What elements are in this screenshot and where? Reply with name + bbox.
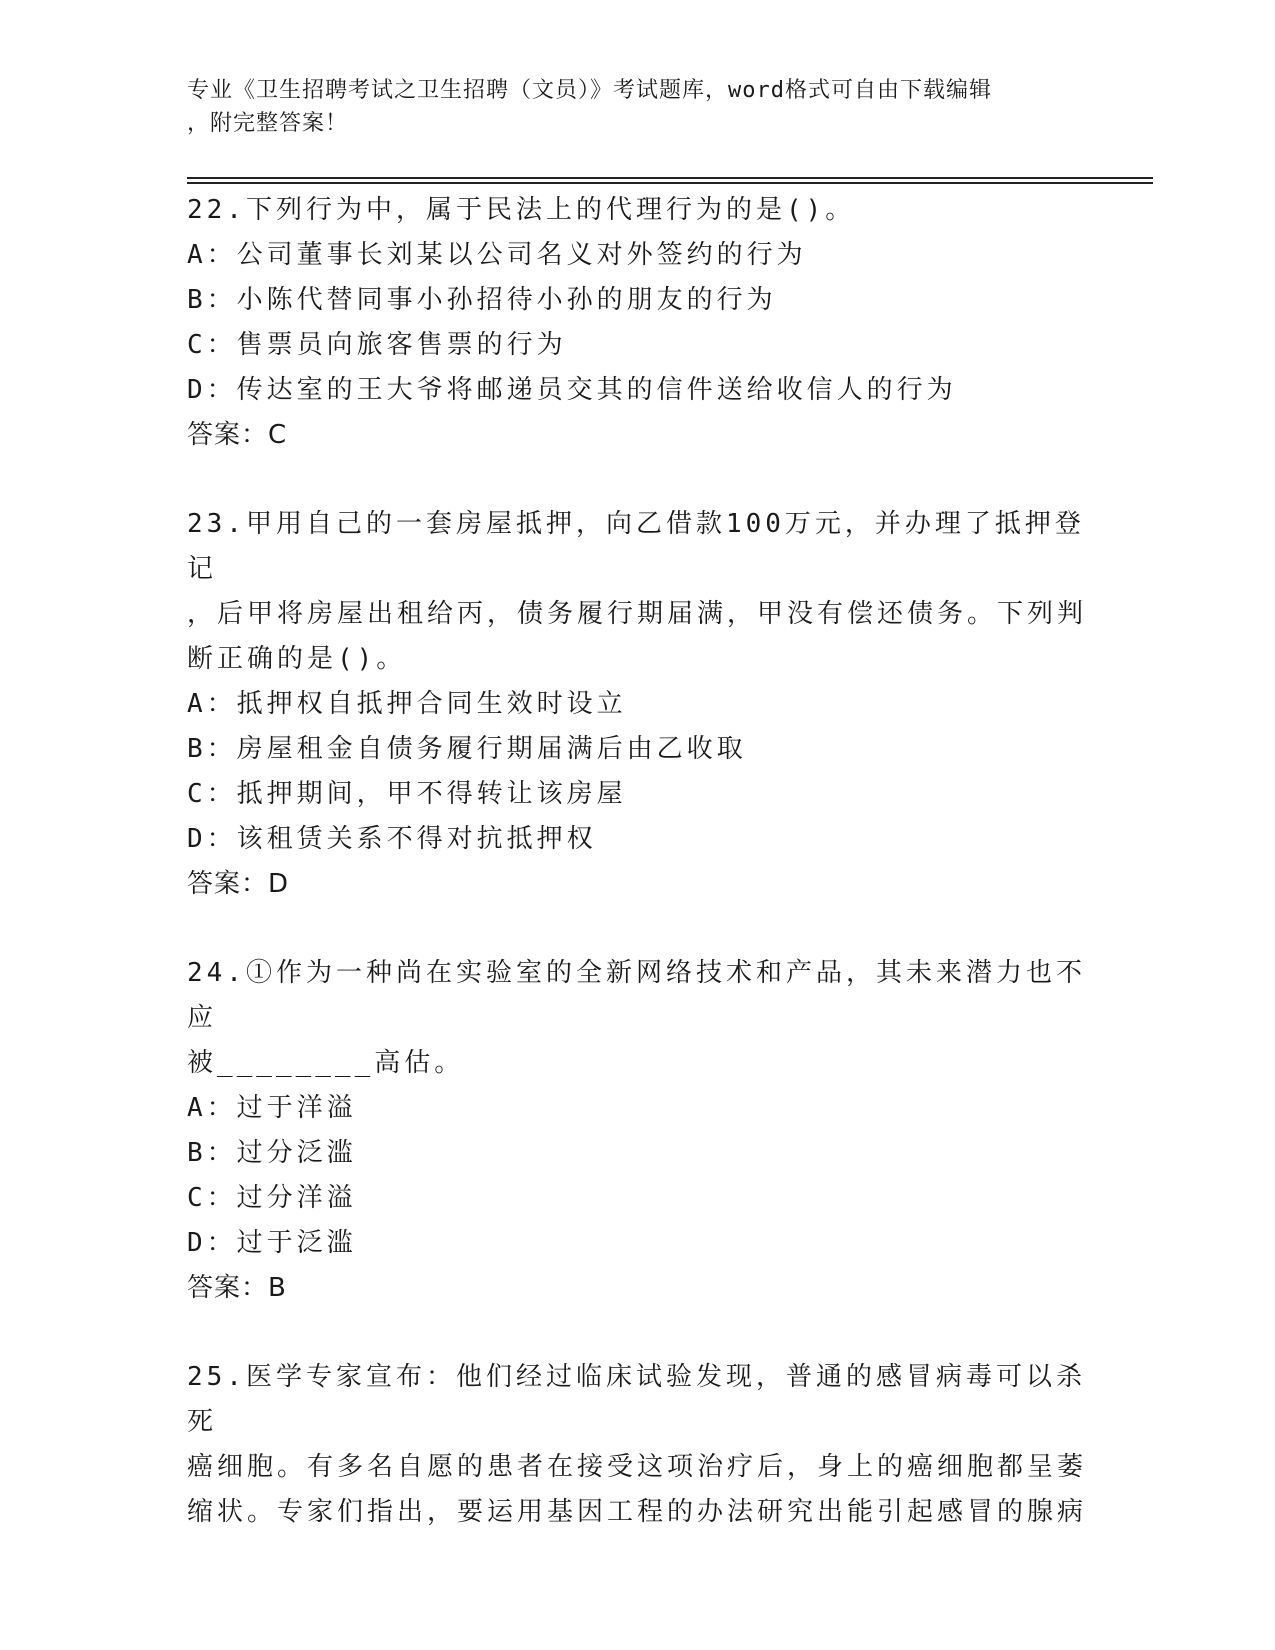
option-d: D：传达室的王大爷将邮递员交其的信件送给收信人的行为 [187, 375, 957, 405]
question-text-line-2: 被________高估。 [187, 1048, 465, 1078]
question-list [187, 188, 1087, 1579]
header-line-1: 专业《卫生招聘考试之卫生招聘（文员）》考试题库，word格式可自由下载编辑 [187, 78, 992, 103]
option-d: D：过于泛滥 [187, 1228, 357, 1258]
question-22 [187, 188, 1087, 458]
question-text-line-1: 23.甲用自己的一套房屋抵押，向乙借款100万元，并办理了抵押登记 [187, 509, 1085, 584]
answer-line: 答案：D [187, 869, 290, 899]
option-a: A：抵押权自抵押合同生效时设立 [187, 689, 627, 719]
question-text-line-1: 25.医学专家宣布：他们经过临床试验发现，普通的感冒病毒可以杀死 [187, 1362, 1086, 1437]
option-d: D：该租赁关系不得对抗抵押权 [187, 824, 597, 854]
question-text-line-3: 缩状。专家们指出，要运用基因工程的办法研究出能引起感冒的腺病 [187, 1497, 1088, 1527]
option-b: B：小陈代替同事小孙招待小孙的朋友的行为 [187, 285, 777, 315]
question-text-line-3: 断正确的是()。 [187, 644, 407, 674]
question-23 [187, 502, 1087, 907]
option-c: C：抵押期间，甲不得转让该房屋 [187, 779, 627, 809]
option-c: C：售票员向旅客售票的行为 [187, 330, 567, 360]
header-divider-bottom [187, 182, 1153, 184]
document-header [187, 74, 1067, 140]
header-line-2: ，附完整答案！ [187, 111, 349, 136]
option-a: A：公司董事长刘某以公司名义对外签约的行为 [187, 240, 807, 270]
option-a: A：过于洋溢 [187, 1093, 357, 1123]
question-25 [187, 1355, 1087, 1535]
header-divider-top [187, 177, 1153, 179]
question-text-line-2: 癌细胞。有多名自愿的患者在接受这项治疗后，身上的癌细胞都呈萎 [187, 1452, 1088, 1482]
option-c: C：过分洋溢 [187, 1183, 357, 1213]
option-b: B：房屋租金自债务履行期届满后由乙收取 [187, 734, 747, 764]
answer-line: 答案：B [187, 1273, 287, 1303]
answer-line: 答案：C [187, 420, 288, 450]
question-text-line-2: ，后甲将房屋出租给丙，债务履行期届满，甲没有偿还债务。下列判 [187, 599, 1088, 629]
question-text: 22.下列行为中，属于民法上的代理行为的是()。 [187, 195, 856, 225]
option-b: B：过分泛滥 [187, 1138, 357, 1168]
question-24 [187, 951, 1087, 1311]
question-text-line-1: 24.①作为一种尚在实验室的全新网络技术和产品，其未来潜力也不应 [187, 958, 1086, 1033]
